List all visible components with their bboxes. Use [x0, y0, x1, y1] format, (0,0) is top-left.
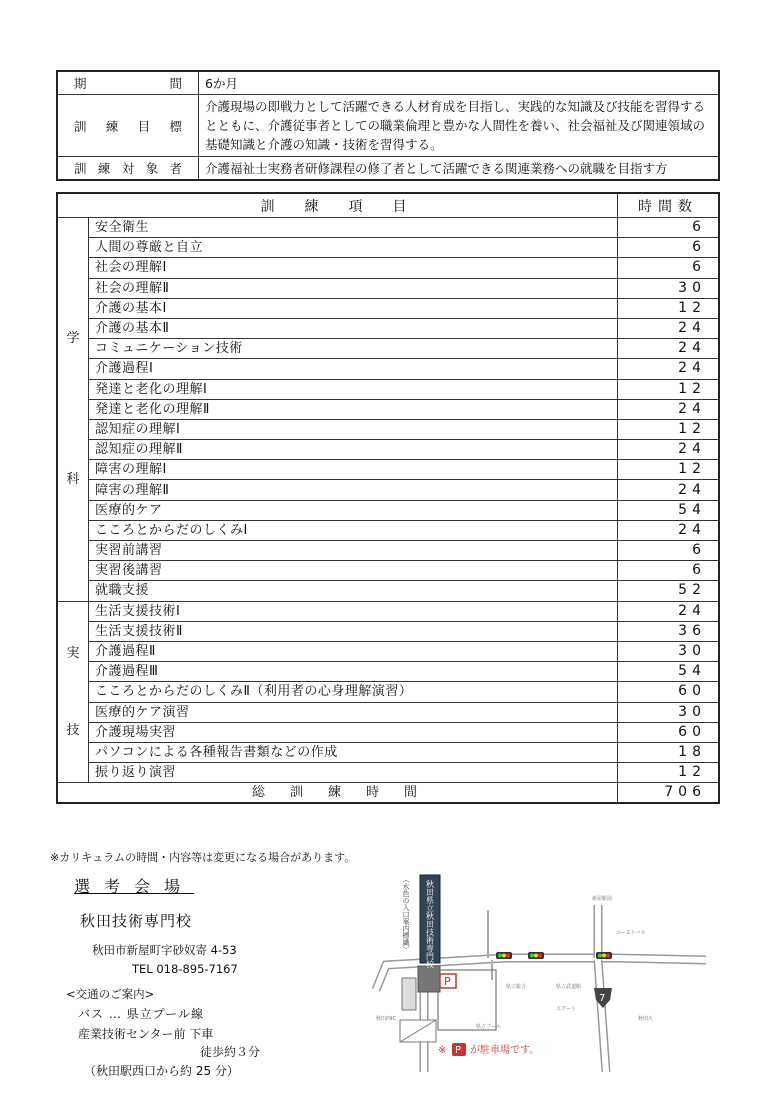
map-label-4: エアート: [556, 1006, 576, 1012]
curriculum-hours: 30: [618, 702, 720, 722]
curriculum-row: [57, 763, 719, 783]
curriculum-item: 振り返り演習: [89, 763, 618, 783]
curriculum-hours: 24: [618, 601, 720, 621]
map-label-3: 県立プール: [476, 1024, 501, 1030]
label-char: 練: [105, 118, 119, 134]
curriculum-row: [57, 379, 719, 399]
curriculum-hours: 60: [618, 682, 720, 702]
curriculum-hours: 24: [618, 480, 720, 500]
walk-time: 徒歩約３分: [200, 1045, 261, 1059]
curriculum-note: ※カリキュラムの時間・内容等は変更になる場合があります。: [50, 851, 356, 864]
curriculum-hours: 6: [618, 258, 720, 278]
curriculum-row: [57, 258, 719, 278]
curriculum-row: [57, 662, 719, 682]
curriculum-hours: 24: [618, 359, 720, 379]
total-label: 総 訓 練 時 間: [57, 783, 618, 804]
curriculum-row: [57, 520, 719, 540]
map-label-7: 新屋駅前: [592, 896, 613, 902]
map-label-6: 秋田西IC: [376, 1016, 396, 1022]
curriculum-row: [57, 541, 719, 561]
map-traffic-light-3: [596, 952, 612, 959]
map-label-0: ユーストバル: [616, 930, 646, 936]
curriculum-hours: 12: [618, 460, 720, 480]
curriculum-item: 介護過程Ⅰ: [89, 359, 618, 379]
curriculum-row: [57, 742, 719, 762]
curriculum-row: [57, 621, 719, 641]
curriculum-item: コミュニケーション技術: [89, 339, 618, 359]
label-char: 間: [169, 76, 182, 91]
map-school-block: [418, 966, 440, 992]
map-parking-lot-a: [402, 978, 416, 1010]
map-label-5: 秋田大: [638, 1016, 654, 1022]
curriculum-hours: 24: [618, 520, 720, 540]
curriculum-hours: 24: [618, 399, 720, 419]
map-note-prefix: ※: [438, 1045, 447, 1056]
target-value: 介護福祉士実務者研修課程の修了者として活躍できる関連業務への就職を目指す方: [199, 157, 720, 181]
curriculum-row: [57, 460, 719, 480]
map-traffic-light-2: [528, 952, 544, 959]
map-sign-text: 秋田県立秋田技術専門校: [425, 880, 435, 968]
curriculum-row: [57, 682, 719, 702]
curriculum-item: 介護の基本Ⅰ: [89, 298, 618, 318]
header-item: 訓 練 項 目: [57, 193, 618, 218]
curriculum-row: [57, 399, 719, 419]
curriculum-row: [57, 561, 719, 581]
curriculum-item: 生活支援技術Ⅱ: [89, 621, 618, 641]
map-parking-p: P: [444, 975, 451, 988]
curriculum-item: 障害の理解Ⅰ: [89, 460, 618, 480]
curriculum-hours: 24: [618, 440, 720, 460]
curriculum-item: 安全衛生: [89, 218, 618, 238]
curriculum-hours: 12: [618, 419, 720, 439]
curriculum-item: 発達と老化の理解Ⅱ: [89, 399, 618, 419]
info-table: [56, 70, 720, 181]
curriculum-hours: 54: [618, 662, 720, 682]
curriculum-row: [57, 318, 719, 338]
curriculum-hours: 54: [618, 500, 720, 520]
gakka-category: 学 科: [57, 218, 89, 602]
map-label-2: 県立武道館: [556, 984, 582, 990]
curriculum-item: 就職支援: [89, 581, 618, 601]
curriculum-row: [57, 218, 719, 238]
curriculum-hours: 12: [618, 763, 720, 783]
curriculum-hours: 52: [618, 581, 720, 601]
curriculum-row: [57, 581, 719, 601]
curriculum-hours: 36: [618, 621, 720, 641]
label-char: 訓: [74, 118, 87, 134]
curriculum-item: こころとからだのしくみⅡ（利用者の心身理解演習）: [89, 682, 618, 702]
curriculum-hours: 30: [618, 278, 720, 298]
curriculum-row: [57, 238, 719, 258]
curriculum-item: 人間の尊厳と自立: [89, 238, 618, 258]
curriculum-hours: 24: [618, 318, 720, 338]
school-tel: TEL 018-895-7167: [132, 962, 238, 976]
curriculum-item: 社会の理解Ⅱ: [89, 278, 618, 298]
map-route-number: 7: [599, 993, 606, 1004]
curriculum-item: 認知症の理解Ⅱ: [89, 440, 618, 460]
curriculum-hours: 12: [618, 298, 720, 318]
curriculum-item: 介護過程Ⅱ: [89, 641, 618, 661]
curriculum-hours: 6: [618, 541, 720, 561]
map-label-1: 県立総合: [506, 984, 527, 990]
map-note-p: P: [455, 1045, 462, 1056]
header-hours: 時間数: [618, 193, 720, 218]
curriculum-hours: 6: [618, 238, 720, 258]
curriculum-item: 実習前講習: [89, 541, 618, 561]
curriculum-row: [57, 480, 719, 500]
label-char: 訓: [74, 161, 87, 176]
target-label: [57, 157, 199, 181]
bus-line: バス … 県立プール線: [78, 1007, 205, 1021]
label-char: 期: [74, 76, 87, 91]
curriculum-item: 発達と老化の理解Ⅰ: [89, 379, 618, 399]
goal-value: 介護現場の即戦力として活躍できる人材育成を目指し、実践的な知識及び技能を習得するとともに、介護従事者としての職業倫理と豊かな人間性を養い、社会福祉及び関連領域の基礎知識と介護の知識・技術を習得する。: [199, 95, 720, 157]
label-char: 者: [169, 161, 182, 176]
curriculum-hours: 24: [618, 339, 720, 359]
map-traffic-light-1: [496, 952, 512, 959]
curriculum-hours: 30: [618, 641, 720, 661]
venue-heading: 選考会場: [74, 877, 195, 896]
curriculum-hours: 6: [618, 218, 720, 238]
curriculum-item: 社会の理解Ⅰ: [89, 258, 618, 278]
total-hours: 706: [618, 783, 720, 804]
curriculum-row: [57, 359, 719, 379]
map-sign-note: （水色の入口案内標識）: [402, 876, 410, 953]
curriculum-row: [57, 339, 719, 359]
label-char: 標: [169, 118, 182, 134]
curriculum-item: 認知症の理解Ⅰ: [89, 419, 618, 439]
curriculum-row: [57, 298, 719, 318]
curriculum-hours: 6: [618, 561, 720, 581]
curriculum-hours: 18: [618, 742, 720, 762]
curriculum-table: [56, 192, 720, 804]
curriculum-row: [57, 278, 719, 298]
curriculum-item: 医療的ケア: [89, 500, 618, 520]
jitsugi-category: 実 技: [57, 601, 89, 783]
curriculum-item: 介護過程Ⅲ: [89, 662, 618, 682]
school-name: 秋田技術専門校: [80, 912, 193, 930]
access-map: [366, 870, 706, 1072]
curriculum-row: [57, 500, 719, 520]
goal-label: [57, 95, 199, 157]
period-label: [57, 71, 199, 95]
label-char: 対: [121, 161, 135, 176]
label-char: 象: [145, 161, 159, 176]
period-value: 6か月: [199, 71, 720, 95]
bus-stop: 産業技術センター前 下車: [78, 1027, 214, 1041]
curriculum-row: [57, 641, 719, 661]
curriculum-item: パソコンによる各種報告書類などの作成: [89, 742, 618, 762]
curriculum-row: [57, 601, 719, 621]
access-heading: <交通のご案内>: [66, 987, 155, 1001]
curriculum-item: 介護の基本Ⅱ: [89, 318, 618, 338]
curriculum-row: [57, 722, 719, 742]
school-address: 秋田市新屋町字砂奴寄 4-53: [92, 943, 237, 957]
curriculum-item: こころとからだのしくみⅠ: [89, 520, 618, 540]
curriculum-item: 実習後講習: [89, 561, 618, 581]
curriculum-item: 生活支援技術Ⅰ: [89, 601, 618, 621]
label-char: 目: [137, 118, 151, 134]
curriculum-hours: 60: [618, 722, 720, 742]
from-station: （秋田駅西口から約 25 分）: [84, 1064, 239, 1078]
map-note-suffix: が駐車場です。: [470, 1045, 540, 1056]
curriculum-item: 介護現場実習: [89, 722, 618, 742]
curriculum-row: [57, 419, 719, 439]
curriculum-row: [57, 702, 719, 722]
curriculum-hours: 12: [618, 379, 720, 399]
curriculum-item: 医療的ケア演習: [89, 702, 618, 722]
curriculum-row: [57, 440, 719, 460]
label-char: 練: [97, 161, 111, 176]
curriculum-item: 障害の理解Ⅱ: [89, 480, 618, 500]
